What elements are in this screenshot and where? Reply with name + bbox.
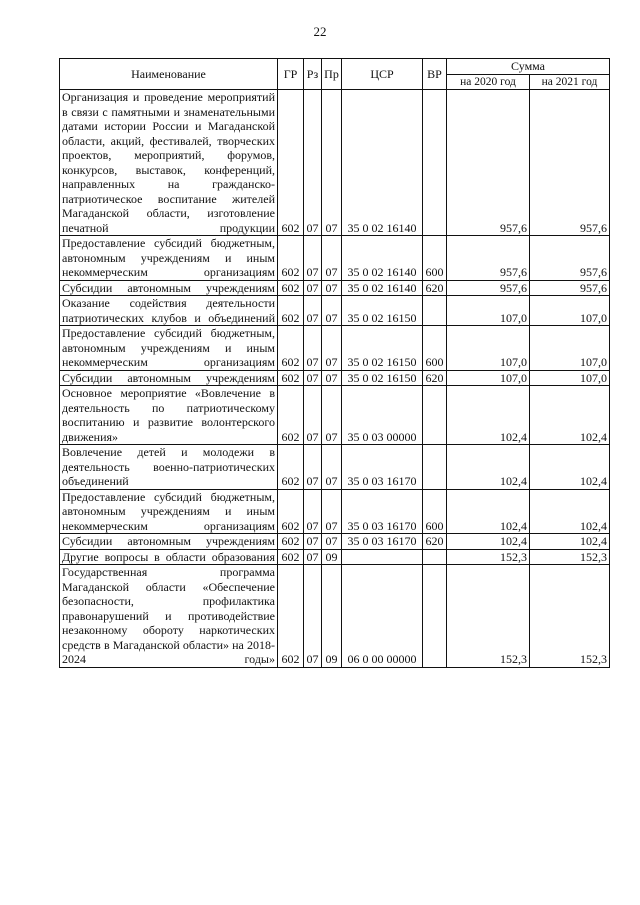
header-name: Наименование (60, 59, 278, 90)
sum-2020-cell: 152,3 (447, 565, 530, 668)
csr-cell: 35 0 02 16140 (342, 90, 423, 236)
sum-2021-cell: 957,6 (530, 90, 610, 236)
vr-cell: 600 (423, 236, 447, 281)
name-cell: Субсидии автономным учреждениям (60, 280, 278, 296)
gr-cell: 602 (278, 386, 304, 445)
vr-cell (423, 90, 447, 236)
name-cell: Государственная программа Магаданской области «Обеспечение безопасности, профилактика правонарушений и противодействие незаконному обороту наркотических средств в Магаданской области» на 2018-2024 годы» (60, 565, 278, 668)
header-vr: ВР (423, 59, 447, 90)
sum-2021-cell: 102,4 (530, 534, 610, 550)
gr-cell: 602 (278, 565, 304, 668)
rz-cell: 07 (304, 565, 322, 668)
table-row (60, 549, 610, 565)
gr-cell: 602 (278, 445, 304, 490)
sum-2021-cell: 107,0 (530, 326, 610, 371)
table-row (60, 326, 610, 371)
csr-cell: 35 0 02 16150 (342, 370, 423, 386)
vr-cell: 600 (423, 326, 447, 371)
sum-2021-cell: 107,0 (530, 296, 610, 326)
page-number: 22 (313, 24, 327, 39)
name-cell: Субсидии автономным учреждениям (60, 534, 278, 550)
pr-cell: 09 (322, 549, 342, 565)
csr-cell: 35 0 02 16150 (342, 296, 423, 326)
table-row (60, 370, 610, 386)
rz-cell: 07 (304, 489, 322, 534)
pr-cell: 07 (322, 90, 342, 236)
sum-2021-cell: 957,6 (530, 236, 610, 281)
table-row (60, 236, 610, 281)
pr-cell: 09 (322, 565, 342, 668)
gr-cell: 602 (278, 326, 304, 371)
rz-cell: 07 (304, 296, 322, 326)
name-cell: Предоставление субсидий бюджетным, автономным учреждениям и иным некоммерческим организациям (60, 326, 278, 371)
sum-2021-cell: 102,4 (530, 386, 610, 445)
vr-cell (423, 386, 447, 445)
vr-cell (423, 445, 447, 490)
rz-cell: 07 (304, 236, 322, 281)
vr-cell: 620 (423, 370, 447, 386)
header-rz: Рз (304, 59, 322, 90)
sum-2021-cell: 152,3 (530, 565, 610, 668)
csr-cell (342, 549, 423, 565)
sum-2021-cell: 957,6 (530, 280, 610, 296)
rz-cell: 07 (304, 90, 322, 236)
budget-table (59, 58, 610, 668)
rz-cell: 07 (304, 534, 322, 550)
sum-2020-cell: 957,6 (447, 280, 530, 296)
sum-2021-cell: 152,3 (530, 549, 610, 565)
table-row (60, 90, 610, 236)
csr-cell: 35 0 03 16170 (342, 445, 423, 490)
vr-cell (423, 296, 447, 326)
vr-cell: 600 (423, 489, 447, 534)
pr-cell: 07 (322, 280, 342, 296)
csr-cell: 35 0 03 16170 (342, 489, 423, 534)
table-row (60, 489, 610, 534)
vr-cell: 620 (423, 534, 447, 550)
sum-2020-cell: 152,3 (447, 549, 530, 565)
name-cell: Другие вопросы в области образования (60, 549, 278, 565)
sum-2021-cell: 102,4 (530, 445, 610, 490)
gr-cell: 602 (278, 489, 304, 534)
name-cell: Оказание содействия деятельности патриотических клубов и объединений (60, 296, 278, 326)
table-row (60, 565, 610, 668)
header-year-2021: на 2021 год (530, 74, 610, 90)
table-row (60, 386, 610, 445)
header-gr: ГР (278, 59, 304, 90)
name-cell: Основное мероприятие «Вовлечение в деятельность по патриотическому воспитанию и развитие волонтерского движения» (60, 386, 278, 445)
header-pr: Пр (322, 59, 342, 90)
name-cell: Предоставление субсидий бюджетным, автономным учреждениям и иным некоммерческим организациям (60, 489, 278, 534)
rz-cell: 07 (304, 370, 322, 386)
header-year-2020: на 2020 год (447, 74, 530, 90)
sum-2020-cell: 102,4 (447, 445, 530, 490)
table-row (60, 534, 610, 550)
gr-cell: 602 (278, 296, 304, 326)
pr-cell: 07 (322, 489, 342, 534)
pr-cell: 07 (322, 370, 342, 386)
pr-cell: 07 (322, 236, 342, 281)
gr-cell: 602 (278, 236, 304, 281)
vr-cell (423, 565, 447, 668)
pr-cell: 07 (322, 386, 342, 445)
sum-2020-cell: 957,6 (447, 236, 530, 281)
rz-cell: 07 (304, 280, 322, 296)
sum-2020-cell: 107,0 (447, 370, 530, 386)
name-cell: Субсидии автономным учреждениям (60, 370, 278, 386)
sum-2021-cell: 107,0 (530, 370, 610, 386)
header-row (60, 59, 610, 75)
csr-cell: 35 0 02 16150 (342, 326, 423, 371)
csr-cell: 35 0 02 16140 (342, 280, 423, 296)
pr-cell: 07 (322, 326, 342, 371)
csr-cell: 35 0 02 16140 (342, 236, 423, 281)
table-body (60, 90, 610, 668)
vr-cell (423, 549, 447, 565)
pr-cell: 07 (322, 445, 342, 490)
gr-cell: 602 (278, 534, 304, 550)
rz-cell: 07 (304, 326, 322, 371)
name-cell: Организация и проведение мероприятий в связи с памятными и знаменательными датами истории России и Магаданской области, акций, фестивалей, творческих проектов, мероприятий, форумов, конкурсов, выставок, конференций, направленных на гражданско-патриотическое воспитание жителей Магаданской области, изготовление печатной продукции (60, 90, 278, 236)
sum-2021-cell: 102,4 (530, 489, 610, 534)
header-sum: Сумма (447, 59, 610, 75)
csr-cell: 35 0 03 16170 (342, 534, 423, 550)
vr-cell: 620 (423, 280, 447, 296)
pr-cell: 07 (322, 534, 342, 550)
name-cell: Вовлечение детей и молодежи в деятельность военно-патриотических объединений (60, 445, 278, 490)
rz-cell: 07 (304, 386, 322, 445)
pr-cell: 07 (322, 296, 342, 326)
gr-cell: 602 (278, 280, 304, 296)
rz-cell: 07 (304, 445, 322, 490)
csr-cell: 35 0 03 00000 (342, 386, 423, 445)
gr-cell: 602 (278, 370, 304, 386)
sum-2020-cell: 102,4 (447, 386, 530, 445)
table-row (60, 280, 610, 296)
sum-2020-cell: 102,4 (447, 489, 530, 534)
sum-2020-cell: 107,0 (447, 296, 530, 326)
gr-cell: 602 (278, 549, 304, 565)
header-csr: ЦСР (342, 59, 423, 90)
rz-cell: 07 (304, 549, 322, 565)
sum-2020-cell: 957,6 (447, 90, 530, 236)
csr-cell: 06 0 00 00000 (342, 565, 423, 668)
table-row (60, 296, 610, 326)
gr-cell: 602 (278, 90, 304, 236)
name-cell: Предоставление субсидий бюджетным, автономным учреждениям и иным некоммерческим организациям (60, 236, 278, 281)
sum-2020-cell: 102,4 (447, 534, 530, 550)
table-row (60, 445, 610, 490)
sum-2020-cell: 107,0 (447, 326, 530, 371)
